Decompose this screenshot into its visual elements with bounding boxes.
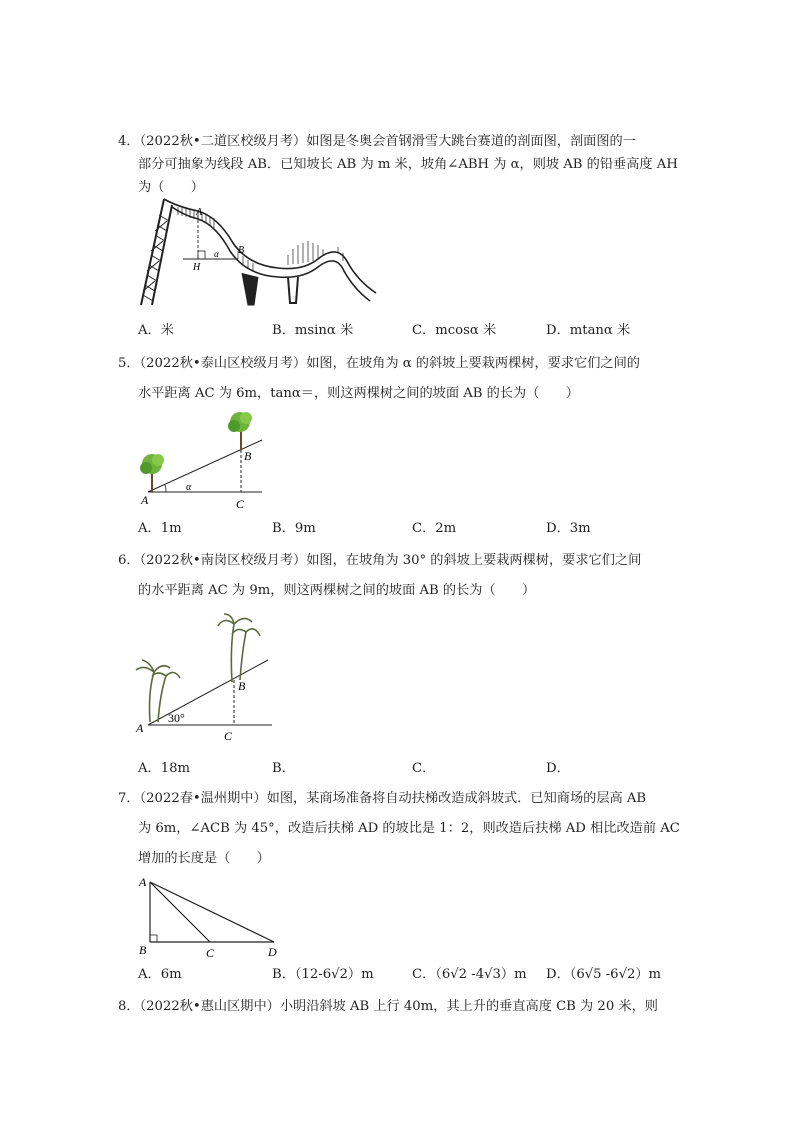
label-C: C xyxy=(224,729,233,743)
q5-line-2: 水平距离 AC 为 6m，tanα＝，则这两棵树之间的坡面 AB 的长为（ ） xyxy=(138,386,579,401)
q6-line-2: 的水平距离 AC 为 9m，则这两棵树之间的坡面 AB 的长为（ ） xyxy=(138,583,536,598)
q7-option-a[interactable]: A．6m xyxy=(138,967,182,982)
q5-option-c[interactable]: C．2m xyxy=(412,521,457,536)
label-alpha: α xyxy=(214,249,219,259)
q7-option-d[interactable]: D．（6√5 -6√2）m xyxy=(546,967,662,982)
label-A: A xyxy=(139,875,147,889)
q7-line-1: 7．（2022春•温州期中）如图，某商场准备将自动扶梯改造成斜坡式．已知商场的层高 AB xyxy=(118,791,647,806)
q4-line-2: 部分可抽象为线段 AB．已知坡长 AB 为 m 米，坡角∠ABH 为 α，则坡 AB 的铅垂高度 AH xyxy=(138,157,678,172)
label-D: D xyxy=(268,945,277,959)
q4-option-a[interactable]: A．米 xyxy=(138,323,174,338)
label-A: A xyxy=(141,493,149,507)
q6-option-d[interactable]: D． xyxy=(546,761,570,776)
label-alpha: α xyxy=(186,482,192,493)
label-C: C xyxy=(206,946,215,960)
ski-jump-figure xyxy=(138,193,378,311)
q7-option-c[interactable]: C．（6√2 -4√3）m xyxy=(412,967,527,982)
q7-option-b[interactable]: B．（12-6√2）m xyxy=(272,967,374,982)
q7-line-2: 为 6m，∠ACB 为 45°，改造后扶梯 AD 的坡比是 1：2，则改造后扶梯 AD 相比改造前 AC xyxy=(138,821,680,836)
q5-option-d[interactable]: D．3m xyxy=(546,521,591,536)
q5-option-b[interactable]: B．9m xyxy=(272,521,316,536)
q4-option-b[interactable]: B．msinα 米 xyxy=(272,323,354,338)
label-B: B xyxy=(238,679,246,693)
q4-option-c[interactable]: C．mcosα 米 xyxy=(412,323,497,338)
q4-line-1: 4．（2022秋•二道区校级月考）如图是冬奥会首钢滑雪大跳台赛道的剖面图，剖面图的一 xyxy=(118,134,636,149)
label-30deg: 30° xyxy=(168,711,185,725)
q6-line-1: 6．（2022秋•南岗区校级月考）如图，在坡角为 30° 的斜坡上要栽两棵树，要求它们之间 xyxy=(118,553,642,568)
slope-trees-figure-2 xyxy=(134,612,276,744)
q6-option-c[interactable]: C． xyxy=(412,761,436,776)
label-A: A xyxy=(196,207,203,218)
label-B: B xyxy=(244,449,252,463)
q6-option-b[interactable]: B． xyxy=(272,761,295,776)
escalator-figure xyxy=(134,874,290,960)
q4-option-d[interactable]: D．mtanα 米 xyxy=(546,323,631,338)
label-C: C xyxy=(236,497,245,511)
slope-trees-figure-1 xyxy=(138,408,268,512)
label-B: B xyxy=(238,245,245,256)
q5-option-a[interactable]: A．1m xyxy=(138,521,182,536)
q4-line-3: 为（ ） xyxy=(138,180,204,195)
q6-option-a[interactable]: A．18m xyxy=(138,761,190,776)
q8-line-1: 8．（2022秋•惠山区期中）小明沿斜坡 AB 上行 40m，其上升的垂直高度 CB 为 20 米，则 xyxy=(118,999,658,1014)
q5-line-1: 5．（2022秋•泰山区校级月考）如图，在坡角为 α 的斜坡上要栽两棵树，要求它们之间的 xyxy=(118,356,640,371)
q7-line-3: 增加的长度是（ ） xyxy=(138,851,270,866)
label-H: H xyxy=(193,262,201,273)
label-A: A xyxy=(136,721,144,735)
label-B: B xyxy=(139,943,147,957)
